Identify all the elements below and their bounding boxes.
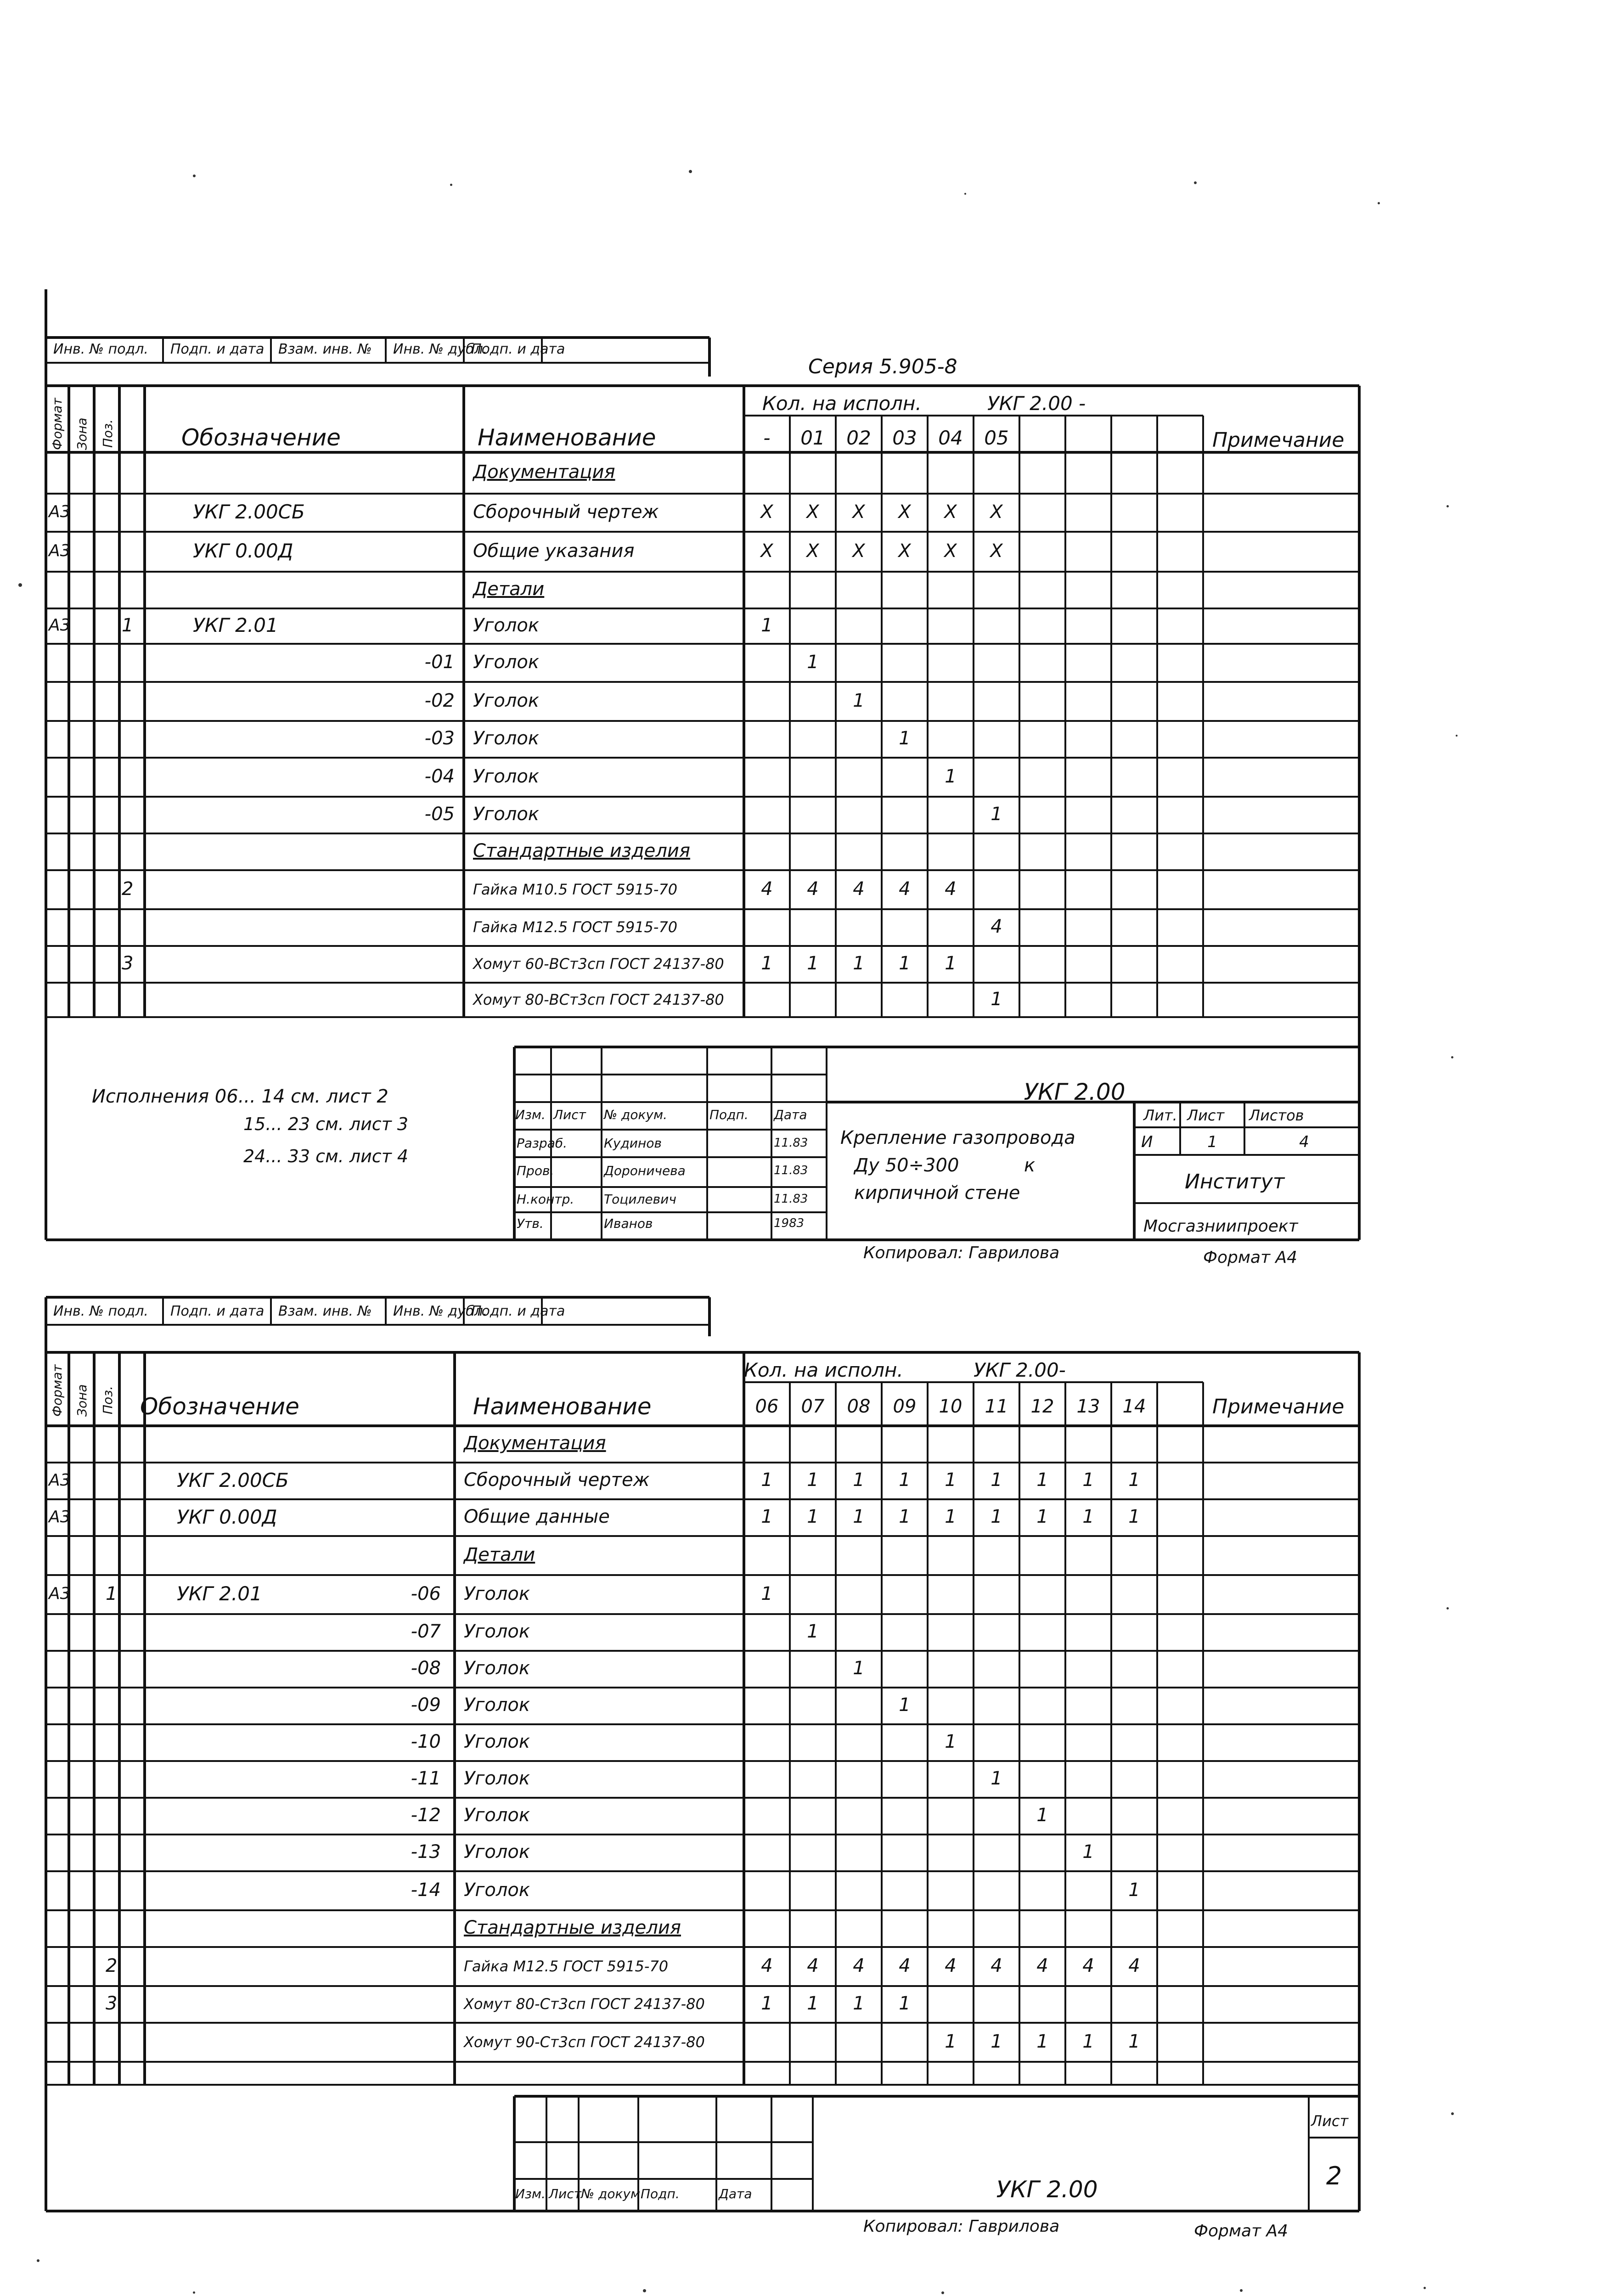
variant-header: 06	[755, 1396, 779, 1418]
row-format: А3	[49, 1507, 71, 1526]
qty-cell: 4	[853, 878, 865, 900]
qty-cell: 1	[1082, 2031, 1094, 2052]
tb-date: 11.83	[774, 1192, 808, 1206]
row-name: Хомут 60-ВСт3сп ГОСТ 24137-80	[473, 955, 724, 973]
section-title: Детали	[473, 579, 545, 600]
row-name: Уголок	[464, 1841, 530, 1863]
header-strip-cell: Инв. № подл.	[53, 1303, 148, 1320]
row-format: А3	[49, 1584, 71, 1604]
qty-cell: 1	[945, 1469, 957, 1491]
col-name: Наименование	[478, 424, 656, 451]
qty-cell: X	[852, 540, 865, 562]
row-name: Уголок	[464, 1768, 530, 1790]
row-format: А3	[49, 541, 71, 561]
qty-cell: 1	[807, 1469, 819, 1491]
qty-cell: 4	[945, 878, 957, 900]
row-suffix: -09	[411, 1694, 441, 1716]
qty-cell: 1	[945, 1506, 957, 1528]
section-title: Стандартные изделия	[473, 840, 690, 862]
qty-cell: 1	[853, 1993, 865, 2015]
qty-code: УКГ 2.00-	[974, 1358, 1066, 1381]
qty-cell: 4	[899, 878, 911, 900]
qty-cell: 1	[761, 1993, 773, 2015]
tb-sheets-label: Листов	[1249, 1107, 1304, 1125]
scan-speck	[193, 2291, 195, 2294]
qty-cell: X	[806, 540, 819, 562]
qty-cell: 1	[1036, 1506, 1048, 1528]
row-name: Хомут 80-ВСт3сп ГОСТ 24137-80	[473, 990, 724, 1008]
tb-lit: И	[1141, 1132, 1153, 1151]
qty-cell: 1	[761, 1469, 773, 1491]
qty-cell: 1	[807, 1506, 819, 1528]
qty-title: Кол. на исполн.	[744, 1358, 903, 1381]
qty-cell: 1	[1128, 1879, 1140, 1901]
row-suffix: -12	[411, 1805, 441, 1826]
row-name: Гайка М12.5 ГОСТ 5915-70	[464, 1957, 669, 1975]
scan-speck	[1194, 181, 1197, 184]
qty-cell: X	[990, 501, 1003, 523]
header-strip-cell: Инв. № дубл.	[393, 1303, 488, 1320]
tb-head: Лист	[553, 1107, 586, 1122]
qty-cell: 1	[991, 988, 1002, 1010]
section-title: Документация	[464, 1433, 606, 1454]
row-name: Уголок	[473, 804, 540, 825]
qty-cell: 1	[945, 2031, 957, 2052]
qty-cell: 1	[1128, 1506, 1140, 1528]
qty-cell: 4	[945, 1955, 957, 1976]
col-pos: Поз.	[100, 419, 115, 448]
tb-org: Мосгазниипроект	[1143, 1216, 1298, 1236]
tb-person: Иванов	[604, 1216, 653, 1231]
qty-cell: 1	[853, 690, 865, 711]
col-name: Наименование	[473, 1393, 652, 1420]
header-strip-cell: Взам. инв. №	[278, 1303, 372, 1320]
variant-header: 09	[893, 1396, 917, 1418]
qty-cell: X	[944, 540, 957, 562]
qty-cell: 4	[1036, 1955, 1048, 1976]
col-note: Примечание	[1212, 1395, 1345, 1418]
qty-cell: 4	[899, 1955, 911, 1976]
qty-cell: 1	[945, 953, 957, 974]
row-name: Сборочный чертеж	[473, 501, 659, 523]
tb-code: УКГ 2.00	[996, 2176, 1098, 2203]
scan-speck	[1424, 2287, 1426, 2289]
row-suffix: -11	[411, 1768, 441, 1790]
header-strip-cell: Инв. № подл.	[53, 341, 148, 358]
copied-by: Копировал: Гаврилова	[863, 2217, 1060, 2236]
variant-header: 01	[800, 426, 825, 449]
tb-role: Пров.	[517, 1163, 554, 1178]
tb-person: Кудинов	[604, 1135, 662, 1151]
header-strip-cell: Подп. и дата	[170, 1303, 265, 1320]
qty-cell: 4	[807, 1955, 819, 1976]
scan-speck	[1447, 1607, 1449, 1609]
col-zone: Зона	[74, 417, 90, 450]
row-name: Общие данные	[464, 1506, 610, 1528]
qty-cell: 4	[807, 878, 819, 900]
tb-lit-label: Лит.	[1143, 1107, 1177, 1125]
variant-header: 11	[985, 1396, 1008, 1418]
qty-cell: 1	[1036, 1469, 1048, 1491]
qty-cell: 1	[853, 1506, 865, 1528]
qty-cell: 1	[853, 1658, 865, 1679]
tb-date: 11.83	[774, 1163, 808, 1177]
qty-cell: 1	[899, 953, 911, 974]
qty-cell: 4	[991, 916, 1002, 938]
qty-cell: X	[944, 501, 957, 523]
row-name: Сборочный чертеж	[464, 1469, 650, 1491]
format-label: Формат А4	[1203, 1248, 1298, 1267]
format-label: Формат А4	[1194, 2221, 1289, 2240]
qty-cell: 4	[761, 1955, 773, 1976]
row-format: А3	[49, 616, 71, 635]
tb-head: Дата	[774, 1107, 807, 1122]
qty-cell: 1	[899, 728, 911, 749]
qty-cell: 1	[761, 953, 773, 974]
qty-cell: 4	[853, 1955, 865, 1976]
row-suffix: -14	[411, 1879, 441, 1901]
qty-cell: X	[760, 540, 773, 562]
tb-title: к	[1024, 1155, 1036, 1176]
row-suffix: -06	[411, 1583, 441, 1604]
qty-cell: 1	[1036, 2031, 1048, 2052]
col-designation: Обозначение	[140, 1393, 299, 1420]
tb-role: Разраб.	[517, 1135, 568, 1151]
qty-cell: 1	[991, 1469, 1002, 1491]
qty-cell: 1	[853, 953, 865, 974]
qty-cell: 1	[761, 614, 773, 636]
section-title: Документация	[473, 461, 615, 483]
tb-code: УКГ 2.00	[1024, 1079, 1126, 1105]
qty-cell: 1	[899, 1694, 911, 1716]
row-name: Уголок	[473, 690, 540, 711]
scan-speck	[18, 583, 22, 587]
row-designation: УКГ 2.00СБ	[193, 501, 305, 523]
qty-cell: X	[898, 540, 911, 562]
qty-cell: 1	[991, 2031, 1002, 2052]
qty-cell: 1	[991, 1506, 1002, 1528]
qty-cell: X	[806, 501, 819, 523]
row-designation: УКГ 0.00Д	[177, 1505, 277, 1528]
header-strip-cell: Взам. инв. №	[278, 341, 372, 358]
qty-cell: 1	[1082, 1469, 1094, 1491]
row-name: Общие указания	[473, 540, 635, 562]
qty-cell: 1	[945, 765, 957, 787]
row-pos: 3	[106, 1993, 118, 2015]
header-strip-cell: Подп. и дата	[170, 341, 265, 358]
tb-head: Изм.	[515, 1107, 546, 1122]
scan-speck	[37, 2259, 39, 2262]
col-designation: Обозначение	[181, 424, 341, 451]
tb-head: № докум.	[581, 2186, 645, 2201]
qty-cell: 1	[761, 1583, 773, 1604]
qty-cell: 4	[1128, 1955, 1140, 1976]
row-designation: УКГ 2.01	[177, 1582, 262, 1605]
row-pos: 2	[122, 878, 134, 900]
qty-cell: 1	[807, 1993, 819, 2015]
qty-cell: 1	[945, 1731, 957, 1753]
row-name: Уголок	[473, 728, 540, 749]
col-zone: Зона	[74, 1384, 90, 1417]
section-title: Детали	[464, 1544, 535, 1565]
tb-sheet-label: Лист	[1187, 1107, 1225, 1125]
scan-speck	[643, 2289, 646, 2292]
scan-speck	[964, 193, 966, 195]
col-format: Формат	[50, 398, 65, 450]
row-name: Уголок	[473, 614, 540, 636]
tb-title: Крепление газопровода	[840, 1127, 1075, 1149]
tb-sheet: 2	[1326, 2161, 1342, 2190]
variants-note-line: 24... 33 см. лист 4	[243, 1146, 409, 1167]
row-name: Хомут 90-Ст3сп ГОСТ 24137-80	[464, 2033, 705, 2051]
row-pos: 2	[106, 1955, 118, 1976]
tb-sheets: 4	[1299, 1132, 1309, 1151]
tb-person: Дороничева	[604, 1163, 686, 1178]
row-pos: 1	[122, 614, 134, 636]
row-name: Уголок	[464, 1879, 530, 1901]
qty-cell: 1	[1082, 1506, 1094, 1528]
qty-cell: 1	[1082, 1841, 1094, 1863]
row-designation: -02	[424, 690, 455, 711]
row-designation: -01	[424, 651, 455, 673]
qty-cell: 1	[807, 651, 819, 673]
variant-header: -	[763, 426, 771, 449]
qty-cell: 1	[1128, 1469, 1140, 1491]
qty-cell: 1	[807, 953, 819, 974]
tb-role: Утв.	[517, 1216, 544, 1231]
variant-header: 04	[938, 426, 963, 449]
variant-header: 02	[846, 426, 871, 449]
variant-header: 14	[1122, 1396, 1146, 1418]
row-pos: 1	[106, 1583, 118, 1604]
qty-cell: X	[760, 501, 773, 523]
tb-title: Ду 50÷300	[854, 1155, 959, 1176]
variants-note-line: Исполнения 06... 14 см. лист 2	[92, 1086, 388, 1108]
variant-header: 10	[939, 1396, 962, 1418]
qty-cell: 4	[761, 878, 773, 900]
qty-cell: X	[990, 540, 1003, 562]
qty-cell: 1	[991, 804, 1002, 825]
header-strip-cell: Инв. № дубл.	[393, 341, 488, 358]
tb-head: Изм.	[515, 2186, 546, 2201]
row-format: А3	[49, 502, 71, 522]
qty-cell: 1	[899, 1469, 911, 1491]
scan-speck	[941, 2291, 944, 2294]
row-name: Уголок	[464, 1658, 530, 1679]
row-name: Хомут 80-Ст3сп ГОСТ 24137-80	[464, 1995, 705, 2013]
scan-speck	[450, 184, 452, 186]
qty-cell: 4	[991, 1955, 1002, 1976]
row-pos: 3	[122, 953, 134, 974]
tb-role: Н.контр.	[517, 1191, 574, 1207]
scan-speck	[689, 170, 692, 173]
tb-head: Подп.	[641, 2186, 680, 2201]
col-format: Формат	[50, 1364, 65, 1417]
tb-sheet-label: Лист	[1311, 2112, 1349, 2130]
tb-person: Тоцилевич	[604, 1191, 676, 1207]
variant-header: 07	[801, 1396, 825, 1418]
tb-date: 1983	[774, 1216, 805, 1230]
row-name: Уголок	[473, 765, 540, 787]
tb-org: Институт	[1185, 1170, 1285, 1193]
scan-speck	[1447, 505, 1449, 507]
qty-cell: 4	[1082, 1955, 1094, 1976]
tb-sheet: 1	[1207, 1132, 1217, 1151]
scan-speck	[1451, 2112, 1454, 2115]
row-name: Уголок	[464, 1694, 530, 1716]
copied-by: Копировал: Гаврилова	[863, 1243, 1060, 1262]
tb-head: Лист	[549, 2186, 581, 2201]
row-name: Гайка М10.5 ГОСТ 5915-70	[473, 880, 678, 898]
qty-cell: 1	[991, 1768, 1002, 1790]
col-note: Примечание	[1212, 428, 1345, 452]
qty-cell: X	[898, 501, 911, 523]
row-name: Уголок	[464, 1731, 530, 1753]
row-designation: УКГ 0.00Д	[193, 540, 293, 563]
row-designation: -04	[424, 765, 455, 787]
row-name: Уголок	[464, 1805, 530, 1826]
variants-note-line: 15... 23 см. лист 3	[243, 1114, 409, 1135]
series-label: Серия 5.905-8	[808, 355, 957, 378]
col-pos: Поз.	[100, 1386, 115, 1414]
qty-cell: 1	[1128, 2031, 1140, 2052]
qty-cell: 1	[807, 1621, 819, 1643]
scan-speck	[1451, 1056, 1453, 1058]
row-suffix: -07	[411, 1621, 441, 1643]
row-designation: -03	[424, 728, 455, 749]
qty-code: УКГ 2.00 -	[987, 392, 1086, 415]
qty-cell: 1	[899, 1506, 911, 1528]
row-designation: УКГ 2.01	[193, 614, 278, 637]
tb-head: Подп.	[709, 1107, 749, 1122]
row-designation: УКГ 2.00СБ	[177, 1469, 289, 1491]
tb-title: кирпичной стене	[854, 1182, 1020, 1204]
row-designation: -05	[424, 804, 455, 825]
variant-header: 05	[984, 426, 1009, 449]
header-strip-cell: Подп. и дата	[471, 341, 565, 358]
scan-speck	[1456, 735, 1458, 737]
row-name: Уголок	[464, 1583, 530, 1604]
header-strip-cell: Подп. и дата	[471, 1303, 565, 1320]
variant-header: 13	[1076, 1396, 1100, 1418]
tb-head: Дата	[719, 2186, 752, 2201]
row-suffix: -13	[411, 1841, 441, 1863]
scan-speck	[1378, 202, 1380, 204]
qty-cell: 1	[899, 1993, 911, 2015]
variant-header: 12	[1030, 1396, 1054, 1418]
scan-speck	[1240, 2289, 1243, 2292]
row-format: А3	[49, 1470, 71, 1490]
qty-cell: 1	[853, 1469, 865, 1491]
qty-title: Кол. на исполн.	[762, 392, 922, 415]
scan-speck	[193, 174, 196, 177]
variant-header: 03	[892, 426, 917, 449]
tb-date: 11.83	[774, 1136, 808, 1150]
row-suffix: -08	[411, 1658, 441, 1679]
row-name: Уголок	[464, 1621, 530, 1643]
row-name: Гайка М12.5 ГОСТ 5915-70	[473, 918, 678, 936]
tb-head: № докум.	[604, 1107, 668, 1122]
row-name: Уголок	[473, 651, 540, 673]
section-title: Стандартные изделия	[464, 1917, 681, 1939]
qty-cell: 1	[761, 1506, 773, 1528]
row-suffix: -10	[411, 1731, 441, 1753]
variant-header: 08	[847, 1396, 871, 1418]
qty-cell: 1	[1036, 1805, 1048, 1826]
qty-cell: X	[852, 501, 865, 523]
